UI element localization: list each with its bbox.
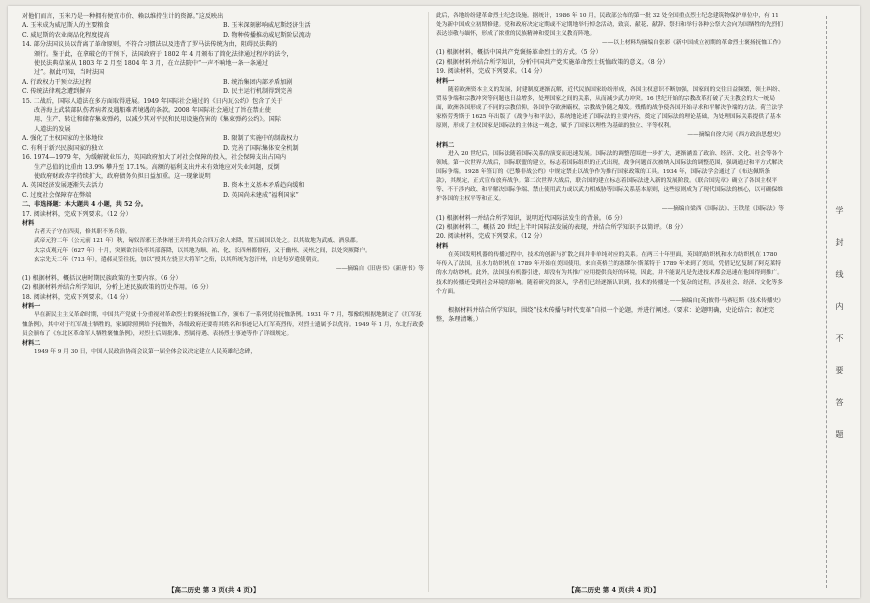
material-paragraph: 此后，各地纷纷建革命烈士纪念设施。据统计，1986 年 10 月，民政部公布的第一批 32 处全国重点烈士纪念建筑物保护单位中，有 11 处为新中国成立初期修建。党和政府决定定期或不定期地举行悼念活动，致哀、献花、献辞、祭扫和举行各种公祭大会向为国牺牲的先烈们表达崇敬与缅怀，形成了浓重的民族精神和爱国主义教育阵地。: [436, 13, 783, 38]
binding-char: 封: [835, 238, 844, 248]
material-label: 材料: [22, 219, 35, 227]
question-part: (1) 根据材料，概括中国共产党褒扬革命烈士的方式。（5 分）: [436, 49, 602, 57]
option: D. 物种传播推动威尼斯阶层流动: [223, 31, 311, 39]
binding-char: 不: [835, 334, 844, 344]
q14-options: [22, 78, 424, 87]
question-part: (2) 根据材料并结合所学知识，分析上述民族政策的历史作用。（6 分）: [22, 284, 213, 292]
q13-options: [22, 21, 424, 30]
q15-options: [22, 134, 424, 143]
material-label: 材料二: [22, 339, 41, 347]
question-task: 根据材料并结合所学知识，围绕“技术传播与时代变革”自拟一个论题，并进行阐述。（要求：论题明确，史论结合；叙述完整，条理清晰。）: [436, 306, 775, 324]
option: C. 过度社会保障存在弊端: [22, 191, 92, 199]
material-paragraph: 1949 年 9 月 30 日，中国人民政治协商会议第一届全体会议决定建立人民英雄纪念碑，: [34, 349, 257, 356]
q18-heading: 18. 阅读材料，完成下列要求。（14 分）: [22, 293, 132, 301]
q13-options: [22, 31, 424, 40]
q14-stem: 使民法典草案从 1803 年 2 月至 1804 年 3 月，在立法院中“一声不响地一条一条通过: [34, 60, 269, 68]
question-part: (2) 根据材料并结合所学知识，分析中国共产党实施革命烈士抚恤政策的意义。（8 分）: [436, 58, 669, 66]
material-label: 材料一: [436, 77, 455, 85]
section-heading: 二、非选择题：本大题共 4 小题，共 52 分。: [22, 201, 147, 209]
q14-stem: 14. 部分法国议员以背离了革命原则，不符合习惯法以及违背了罗马法传统为由，阻碍民法典的: [22, 41, 278, 49]
option: A. 英国经济发展逐渐失去活力: [22, 182, 104, 190]
binding-char: 学: [835, 206, 844, 216]
material-source: ——摘编自《旧唐书》《新唐书》等: [335, 265, 424, 272]
question-part: (1) 根据材料，概括汉唐时期民族政策的主要内容。（6 分）: [22, 274, 182, 282]
material-label: 材料一: [22, 303, 41, 311]
q14-stem: 颁行。鉴于此，在拿破仑的干预下，法国政府于 1802 年 4 月颁布了简化法律通过程序的法令，: [34, 50, 293, 58]
q20-heading: 20. 阅读材料，完成下列要求。（12 分）: [436, 233, 546, 241]
q16-stem: 16. 1974—1979 年，为缓解就业压力，英国政府加大了对社会保障的投入，社会保障支出占国内: [22, 154, 286, 162]
page-footer: 【高二历史 第 3 页(共 4 页)】: [168, 586, 260, 594]
material-paragraph: 武帝元狩二年（公元前 121 年）秋，匈奴浑邪王杀休屠王并将其众合四万余人来降，置五属国以处之。以其故地为武威、酒泉郡。: [34, 238, 362, 245]
q16-stem: 使政府财政赤字持续扩大，政府债务负担日益加重。这一现象说明: [34, 172, 211, 180]
q15-stem: 15. 二战后，国际人道法在多方面取得进展。1949 年国际社会通过的《日内瓦公约》包含了关于: [22, 97, 283, 105]
material-source: ——摘编自梁西《国际法》、王铁崖《国际法》等: [661, 205, 784, 212]
material-source: ——摘编自[英]彼得·马赛厄斯《技术传播史》: [669, 297, 784, 304]
material-paragraph: 早在新民主主义革命时期，中国共产党就十分重视对革命烈士的褒扬抚恤工作，颁布了一系列优待抚恤条例。1931 年 7 月，鄂豫皖根据地制定了《红军抚恤条例》，其中对于红军战士牺牲的，家属除照例给予抚恤外，各级政府还要将其姓名和事迹记入红军英烈传，对烈士遗属予以优待。1949 年 1 月，东北行政委员会颁布了《东北区革命军人牺牲褒恤条例》，对烈士后周批准、烈属待遇、表扬烈士事迹等作了详细规定。: [22, 312, 424, 337]
material-paragraph: 进入 20 世纪后，国际法随着国际关系的演变而迅速发展。国际法的调整范围进一步扩大，逐渐涵盖了政治、经济、文化、社会等各个领域。第一次世界大战后，国际联盟的建立，标志着国际组织的正式出现，战争问题首次被纳入国际法的调整范围，强调通过和平方式解决国际争端。1928 年签订的《巴黎非战公约》中规定禁止以战争作为推行国家政策的工具。1934 年，国际法学会通过了《布达佩斯条款》，其规定，正式宣布放弃战争。第二次世界大战后，联合国的建立标志着国际法进入新的发展阶段。《联合国宪章》确立了各国主权平等、不干涉内政、和平解决国际争端、禁止使用武力或以武力相威胁等国际关系基本原则，这些原则成为了现代国际法的核心，以可确保维护各国的主权平等和正义。: [436, 150, 784, 203]
q14-options: [22, 87, 424, 96]
option: D. 英国尚未建成“福利国家”: [223, 191, 299, 199]
option: C. 传统法律观念遭到摒弃: [22, 88, 92, 96]
material-paragraph: 随着欧洲资本主义的发展，封建制度逐渐瓦解，近代民族国家纷纷形成，各国主权意识不断加强，国家间的交往日益频繁，领土纠纷、贸易争端和宗教冲突等问题也日益增多，处理国家之间的关系，从而减少武力冲突。16 世纪开始的宗教改革打破了天主教会的大一统局面，欧洲各国形成了不同的宗教信仰，各国争夺欧洲霸权，宗教战争随之爆发。残酷的战争使各国开始寻求和平解决争端的方法。荷兰法学家格劳秀斯于 1625 年出版了《战争与和平法》，系统地论述了国际法的主要内容，奠定了国际法的理论基础，为处理国际关系提供了基本原则，形成了主权国家是国际法的主体这一观念，赋予了国家以理性为基础的独立、平等权利。: [436, 87, 784, 130]
q15-options: [22, 144, 424, 153]
q15-stem: 改善海上武装部队伤者病者及遇船难者境遇的条款。2008 年国际社会通过了旨在禁止使: [34, 107, 271, 115]
column-divider: [428, 12, 429, 592]
binding-dashed-line: [826, 16, 827, 588]
q17-heading: 17. 阅读材料，完成下列要求。（12 分）: [22, 210, 132, 218]
question-part: (2) 根据材料二，概括 20 世纪上半叶国际法发展的表现，并结合所学知识予以简评。（8 分）: [436, 224, 687, 232]
exam-sheet: [8, 6, 860, 598]
material-label: 材料二: [436, 141, 455, 149]
option: B. 玉米深刻影响威尼斯经济生活: [223, 22, 311, 30]
option: C. 威尼斯的农业商品化程度提高: [22, 31, 110, 39]
option: A. 行政权力干预立法过程: [22, 78, 92, 86]
material-label: 材料: [436, 242, 449, 250]
q16-options: [22, 191, 424, 200]
binding-char: 要: [835, 366, 844, 376]
binding-margin: [790, 6, 860, 598]
option: D. 完善了国际集体安全机制: [223, 144, 299, 152]
binding-char: 答: [835, 398, 844, 408]
q19-heading: 19. 阅读材料，完成下列要求。（14 分）: [436, 68, 546, 76]
q15-stem: 用、生产、转让和储存集束弹药，以减少其对平民和民用设施伤害的《集束弹药公约》。国际: [34, 116, 281, 124]
binding-char: 线: [835, 270, 844, 280]
material-source: ——摘编自徐大同《西方政治思想史》: [687, 132, 784, 139]
q13-stem-end: 对他们而言，玉米乃是一种拥有便宜市价、赖以维持生计的资源。”这反映出: [22, 13, 224, 20]
material-paragraph: 玄宗先天二年（713 年），遣郝灵筌往抚，加以“授其左骁卫大将军”之衔，以其所统为忽汗州，自是每岁遣使朝贡。: [34, 256, 323, 263]
material-paragraph: 在英国发明机器的传播过程中，技术的创新与扩散之间并非单纯对应的关系。在两三十年里面，英国的纺织机和水力纺织机在 1780 年传入了法国，且水力纺织机在 1789 年开始在美国使用。来自英格兰的塞缪尔·斯莱特于 1789 年来到了美国，凭借记忆复制了阿克莱特的水力纺纱机。此外，法国虽有机器引进，却没有为其推广应用提供良好的环境，因此，并不能说凡是先进技术都会迅速在他国得到推广。技术的传播还受到社会环境的影响。随着研究的深入，学者们已经逐渐认识到，技术的传播是一个复杂的过程，涉及社会、经济、文化等多个方面。: [436, 252, 783, 295]
material-source: ——以上材料均摘编自张彩《新中国成立初期的革命烈士褒扬抚恤工作》: [602, 40, 784, 47]
option: B. 限制了实施中的制裁权力: [223, 135, 299, 143]
option: B. 资本主义基本矛盾趋向缓和: [223, 182, 305, 190]
q15-stem: 人道法的发展: [34, 125, 71, 133]
page-3-column: [22, 12, 424, 357]
material-paragraph: 太宗贞观元年（627 年）十月，突厥欲谷设率其部落降，以其地为顺、祐、化、长四州都督府，又于幽州、灵州之间，以处突厥降户。: [34, 247, 371, 254]
option: D. 民主运行机制得到完善: [223, 88, 293, 96]
option: B. 统治集团内部矛盾加剧: [223, 78, 293, 86]
q16-stem: 生产总值的比重由 13.9% 攀升至 17.1%。高额的福利支出并未有效地应对失业问题，反倒: [34, 163, 280, 171]
binding-char: 题: [835, 430, 844, 440]
q16-options: [22, 181, 424, 190]
q14-stem: 过”。据此可知，当时法国: [34, 69, 105, 77]
material-paragraph: 古者天子守在四夷，修其职不务兵俗。: [34, 229, 131, 236]
page-4-column: [436, 12, 784, 325]
option: A. 强化了主权国家的主体地位: [22, 135, 104, 143]
option: A. 玉米成为威尼斯人的主要粮食: [22, 22, 110, 30]
question-part: (1) 根据材料一并结合所学知识，说明近代国际法发生的背景。（6 分）: [436, 214, 627, 222]
binding-char: 内: [835, 302, 844, 312]
option: C. 有利于新兴民族国家的独立: [22, 144, 104, 152]
page-footer: 【高二历史 第 4 页(共 4 页)】: [568, 586, 660, 594]
